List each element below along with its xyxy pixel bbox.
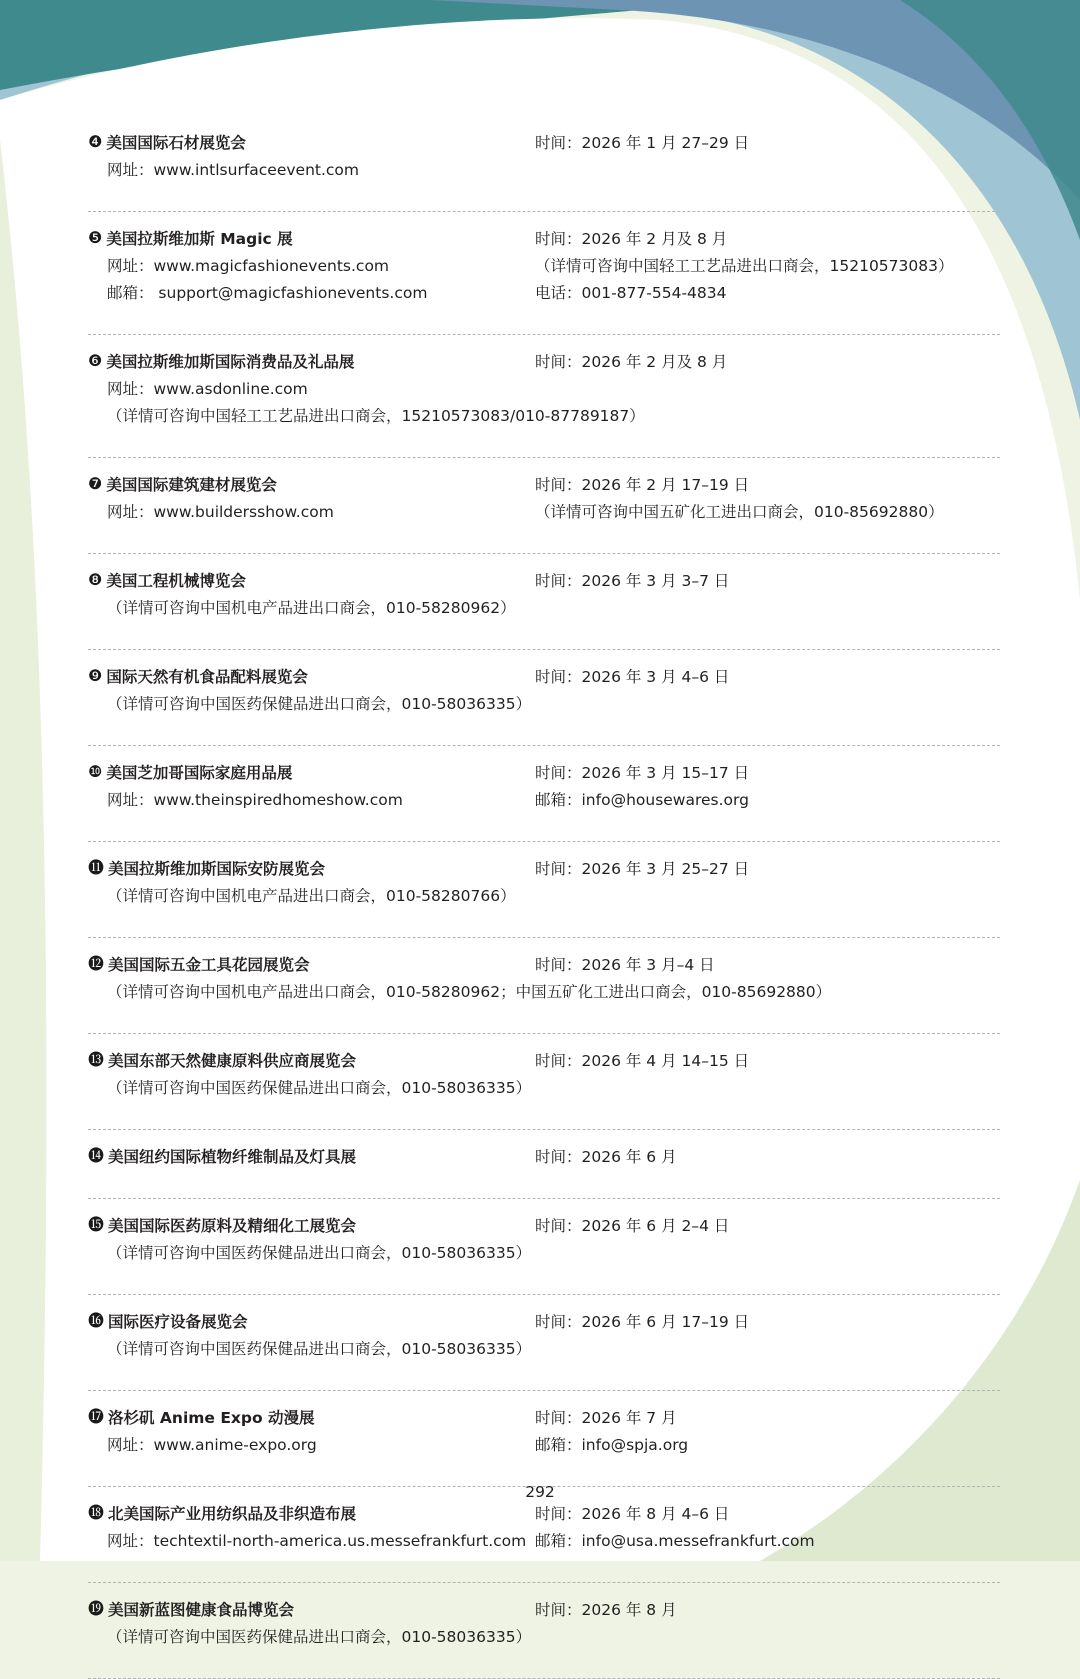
entry-date: 时间：2026 年 3 月–4 日	[535, 956, 715, 974]
entry-date: 时间：2026 年 2 月及 8 月	[535, 230, 728, 248]
entry-title: 美国拉斯维加斯国际安防展览会	[108, 860, 326, 878]
entry-header	[88, 568, 1000, 595]
entry-number-badge: ❾	[88, 666, 103, 685]
entry-title: 美国纽约国际植物纤维制品及灯具展	[108, 1148, 357, 1166]
entry-detail: 网址：www.intlsurfaceevent.com	[107, 161, 360, 179]
entry-title: 美国国际建筑建材展览会	[106, 476, 277, 494]
entry-detail-row	[88, 691, 1000, 718]
entry-detail: （详情可咨询中国医药保健品进出口商会，010-58036335）	[107, 1628, 532, 1646]
entry-number-badge: ⓱	[88, 1407, 105, 1426]
exhibition-entry	[88, 1309, 1000, 1391]
entry-number-badge: ❻	[88, 351, 103, 370]
entry-detail-row	[88, 499, 1000, 526]
entry-detail-row	[88, 376, 1000, 403]
entry-contact: 邮箱：info@spjа.org	[535, 1436, 689, 1454]
entry-detail: （详情可咨询中国医药保健品进出口商会，010-58036335）	[107, 1244, 532, 1262]
exhibition-entry	[88, 952, 1000, 1034]
exhibition-entry	[88, 1213, 1000, 1295]
entry-title: 美国拉斯维加斯国际消费品及礼品展	[106, 353, 355, 371]
entry-date: 时间：2026 年 8 月	[535, 1601, 677, 1619]
exhibition-entry	[88, 760, 1000, 842]
entry-detail: （详情可咨询中国医药保健品进出口商会，010-58036335）	[107, 695, 532, 713]
entry-contact: （详情可咨询中国轻工工艺品进出口商会，15210573083）	[535, 257, 954, 275]
entry-title: 国际医疗设备展览会	[108, 1313, 248, 1331]
entry-detail-row	[88, 403, 1000, 430]
entry-detail: （详情可咨询中国机电产品进出口商会，010-58280766）	[107, 887, 516, 905]
entry-number-badge: ⓬	[88, 954, 105, 973]
entry-detail-row	[88, 157, 1000, 184]
entry-detail-row	[88, 979, 1000, 1006]
exhibition-entry	[88, 568, 1000, 650]
entry-number-badge: ⓫	[88, 858, 105, 877]
entry-date: 时间：2026 年 1 月 27–29 日	[535, 134, 750, 152]
entry-date: 时间：2026 年 3 月 4–6 日	[535, 668, 730, 686]
entry-title: 洛杉矶 Anime Expo 动漫展	[108, 1409, 315, 1427]
entry-header	[88, 1597, 1000, 1624]
entry-title: 北美国际产业用纺织品及非织造布展	[108, 1505, 357, 1523]
entry-detail: （详情可咨询中国医药保健品进出口商会，010-58036335）	[107, 1079, 532, 1097]
entry-header	[88, 952, 1000, 979]
page-number: 292	[525, 1483, 555, 1501]
entry-detail-row	[88, 595, 1000, 622]
entry-header	[88, 1405, 1000, 1432]
entry-title: 美国国际医药原料及精细化工展览会	[108, 1217, 357, 1235]
exhibition-entry	[88, 1597, 1000, 1679]
entry-detail-row	[88, 280, 1000, 307]
entry-header	[88, 856, 1000, 883]
entry-header	[88, 226, 1000, 253]
entry-detail: （详情可咨询中国轻工工艺品进出口商会，15210573083/010-87789187）	[107, 407, 645, 425]
entry-detail: 网址：www.asdonline.com	[107, 380, 308, 398]
exhibition-entry	[88, 856, 1000, 938]
entry-detail-row	[88, 883, 1000, 910]
entry-header	[88, 349, 1000, 376]
entry-number-badge: ❺	[88, 228, 103, 247]
exhibition-entry	[88, 130, 1000, 212]
entry-detail: 网址：www.anime-expo.org	[107, 1436, 317, 1454]
entry-date: 时间：2026 年 6 月 17–19 日	[535, 1313, 750, 1331]
exhibition-entry	[88, 1048, 1000, 1130]
entry-number-badge: ⓭	[88, 1050, 105, 1069]
entry-title: 美国拉斯维加斯 Magic 展	[106, 230, 293, 248]
entry-title: 美国新蓝图健康食品博览会	[108, 1601, 295, 1619]
entry-number-badge: ⓳	[88, 1599, 105, 1618]
entry-detail-row	[88, 1336, 1000, 1363]
entry-number-badge: ❼	[88, 474, 103, 493]
entry-header	[88, 1144, 1000, 1171]
exhibition-entry	[88, 1501, 1000, 1583]
exhibition-entry	[88, 349, 1000, 458]
entry-date: 时间：2026 年 4 月 14–15 日	[535, 1052, 750, 1070]
entry-date: 时间：2026 年 7 月	[535, 1409, 677, 1427]
entry-detail-row	[88, 1432, 1000, 1459]
entry-date: 时间：2026 年 6 月 2–4 日	[535, 1217, 730, 1235]
entry-header	[88, 760, 1000, 787]
exhibition-entry	[88, 472, 1000, 554]
entry-detail: 网址：www.buildersshow.com	[107, 503, 334, 521]
entry-detail: （详情可咨询中国医药保健品进出口商会，010-58036335）	[107, 1340, 532, 1358]
entry-date: 时间：2026 年 3 月 25–27 日	[535, 860, 750, 878]
entry-date: 时间：2026 年 3 月 3–7 日	[535, 572, 730, 590]
entry-date: 时间：2026 年 2 月及 8 月	[535, 353, 728, 371]
entry-number-badge: ⓲	[88, 1503, 105, 1522]
entry-detail-row	[88, 1075, 1000, 1102]
entry-date: 时间：2026 年 6 月	[535, 1148, 677, 1166]
entry-detail: 网址：www.magicfashionevents.com	[107, 257, 390, 275]
entry-number-badge: ❹	[88, 132, 103, 151]
entry-title: 美国芝加哥国际家庭用品展	[106, 764, 293, 782]
entry-title: 美国东部天然健康原料供应商展览会	[108, 1052, 357, 1070]
entry-detail-row	[88, 787, 1000, 814]
entry-date: 时间：2026 年 2 月 17–19 日	[535, 476, 750, 494]
entry-title: 美国国际五金工具花园展览会	[108, 956, 310, 974]
entry-detail: 网址：techtextil-north-america.us.messefrankfurt.com	[107, 1532, 527, 1550]
entry-number-badge: ⓯	[88, 1215, 105, 1234]
entry-detail: 邮箱： support@magicfashionevents.com	[107, 284, 428, 302]
entry-header	[88, 472, 1000, 499]
entry-number-badge: ❽	[88, 570, 103, 589]
entry-detail-row	[88, 253, 1000, 280]
entry-contact: 邮箱：info@housewares.org	[535, 791, 749, 809]
entry-header	[88, 664, 1000, 691]
exhibition-entry	[88, 1144, 1000, 1199]
exhibition-list	[88, 128, 1000, 1679]
entry-contact: 邮箱：info@usa.messefrankfurt.com	[535, 1532, 815, 1550]
entry-detail: （详情可咨询中国机电产品进出口商会，010-58280962）	[107, 599, 516, 617]
entry-header	[88, 1213, 1000, 1240]
entry-detail-row	[88, 1240, 1000, 1267]
entry-title: 国际天然有机食品配料展览会	[106, 668, 308, 686]
entry-detail-row	[88, 1528, 1000, 1555]
entry-contact: 电话：001-877-554-4834	[535, 284, 727, 302]
entry-header	[88, 1501, 1000, 1528]
exhibition-entry	[88, 664, 1000, 746]
entry-number-badge: ⓰	[88, 1311, 105, 1330]
entry-date: 时间：2026 年 3 月 15–17 日	[535, 764, 750, 782]
exhibition-entry	[88, 226, 1000, 335]
exhibition-entry	[88, 1405, 1000, 1487]
entry-header	[88, 1048, 1000, 1075]
entry-header	[88, 130, 1000, 157]
entry-detail-row	[88, 1624, 1000, 1651]
entry-number-badge: ⓮	[88, 1146, 105, 1165]
entry-number-badge: ❿	[88, 762, 103, 781]
entry-date: 时间：2026 年 8 月 4–6 日	[535, 1505, 730, 1523]
entry-header	[88, 1309, 1000, 1336]
entry-title: 美国国际石材展览会	[106, 134, 246, 152]
entry-detail: （详情可咨询中国机电产品进出口商会，010-58280962；中国五矿化工进出口商会，010-85692880）	[107, 983, 832, 1001]
entry-detail: 网址：www.theinspiredhomeshow.com	[107, 791, 403, 809]
entry-contact: （详情可咨询中国五矿化工进出口商会，010-85692880）	[535, 503, 944, 521]
entry-title: 美国工程机械博览会	[106, 572, 246, 590]
